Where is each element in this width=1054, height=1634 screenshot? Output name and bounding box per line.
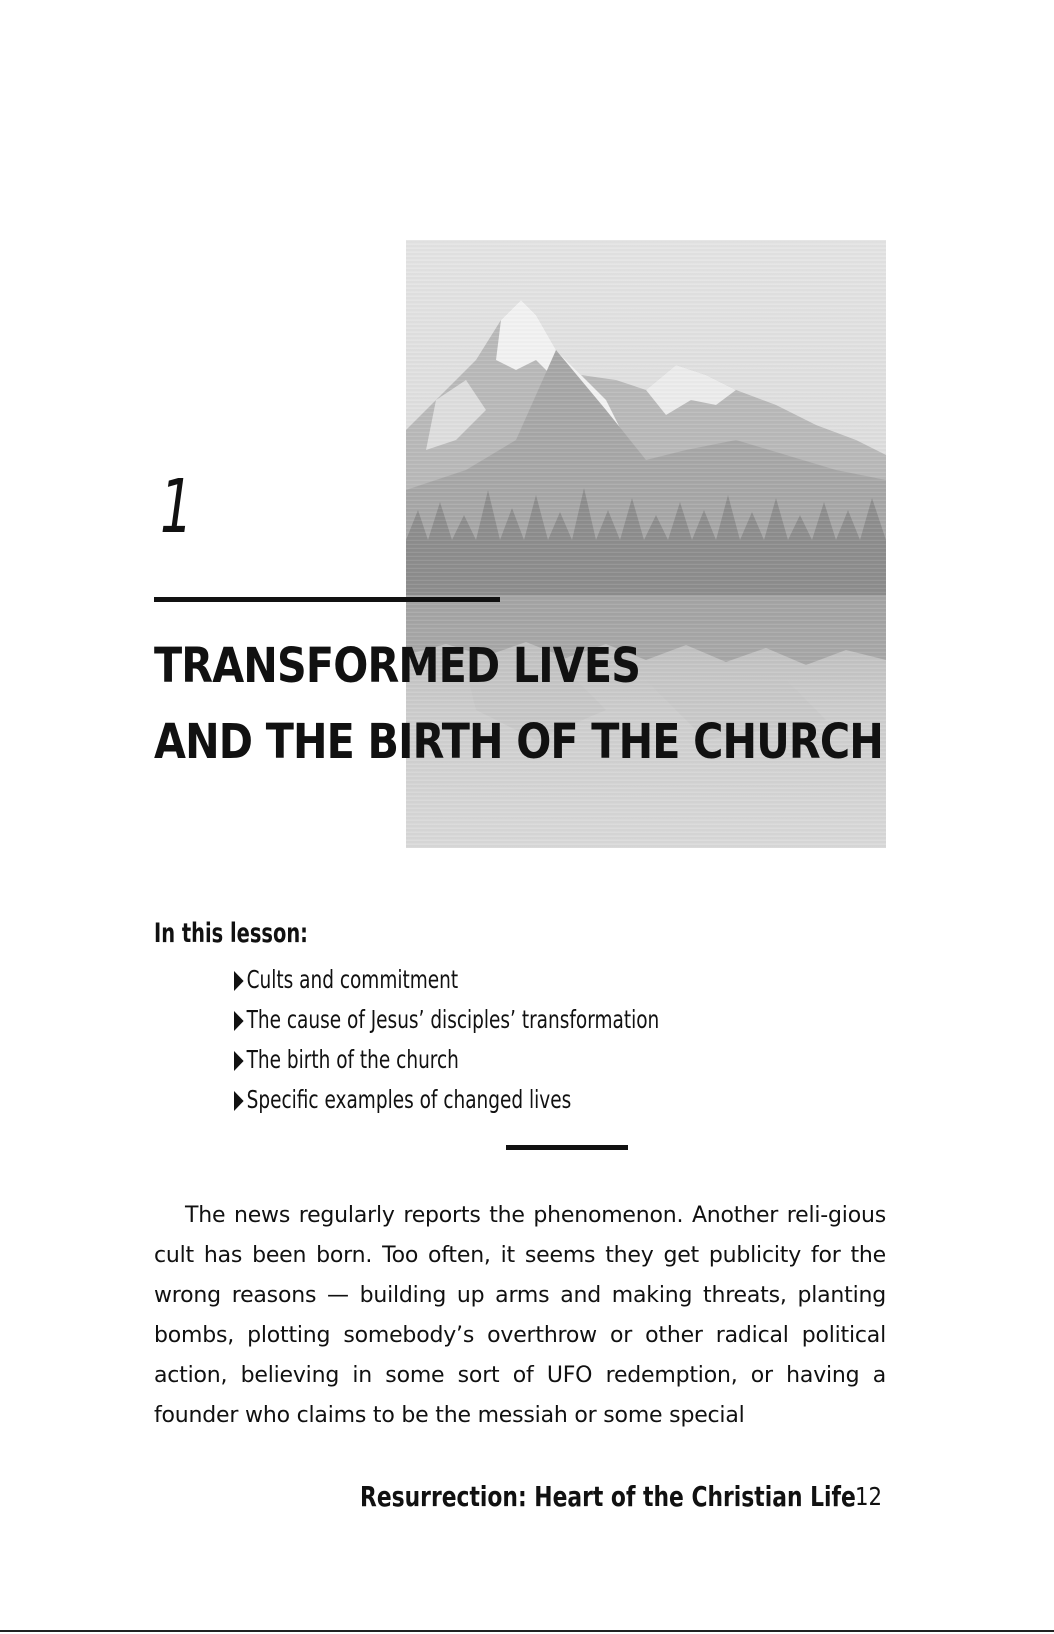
body-paragraph: The news regularly reports the phenomenon. Another reli-gious cult has been born. Too often, it seems they get publicity for the wrong reasons — building up arms and making threats, planting bombs, plotting somebody’s overthrow or other radical political action, believing in some sort of UFO redemption, or having a founder who claims to be the messiah or some special xyxy=(154,1203,886,1428)
lesson-list xyxy=(234,960,809,1120)
bullet-icon xyxy=(234,971,244,991)
footer-book-title: Resurrection: Heart of the Christian Life xyxy=(360,1480,856,1513)
list-item xyxy=(234,960,659,1000)
bullet-icon xyxy=(234,1091,244,1111)
page-number: 12 xyxy=(855,1482,883,1511)
section-divider xyxy=(506,1145,628,1150)
chapter-title xyxy=(154,628,883,780)
page-bottom-edge xyxy=(0,1630,1054,1632)
list-item xyxy=(234,1040,659,1080)
bullet-icon xyxy=(234,1011,244,1031)
chapter-title-line-2: AND THE BIRTH OF THE CHURCH xyxy=(154,714,883,770)
list-item xyxy=(234,1000,659,1040)
lesson-item-text: The cause of Jesus’ disciples’ transformation xyxy=(246,1005,660,1034)
bullet-icon xyxy=(234,1051,244,1071)
lesson-item-text: Specific examples of changed lives xyxy=(246,1085,572,1114)
lesson-item-text: Cults and commitment xyxy=(246,965,459,994)
chapter-number: 1 xyxy=(160,464,193,550)
chapter-title-line-1: TRANSFORMED LIVES xyxy=(154,638,641,694)
lesson-item-text: The birth of the church xyxy=(246,1045,459,1074)
chapter-rule xyxy=(154,597,500,602)
list-item xyxy=(234,1080,659,1120)
lesson-heading: In this lesson: xyxy=(154,918,308,949)
